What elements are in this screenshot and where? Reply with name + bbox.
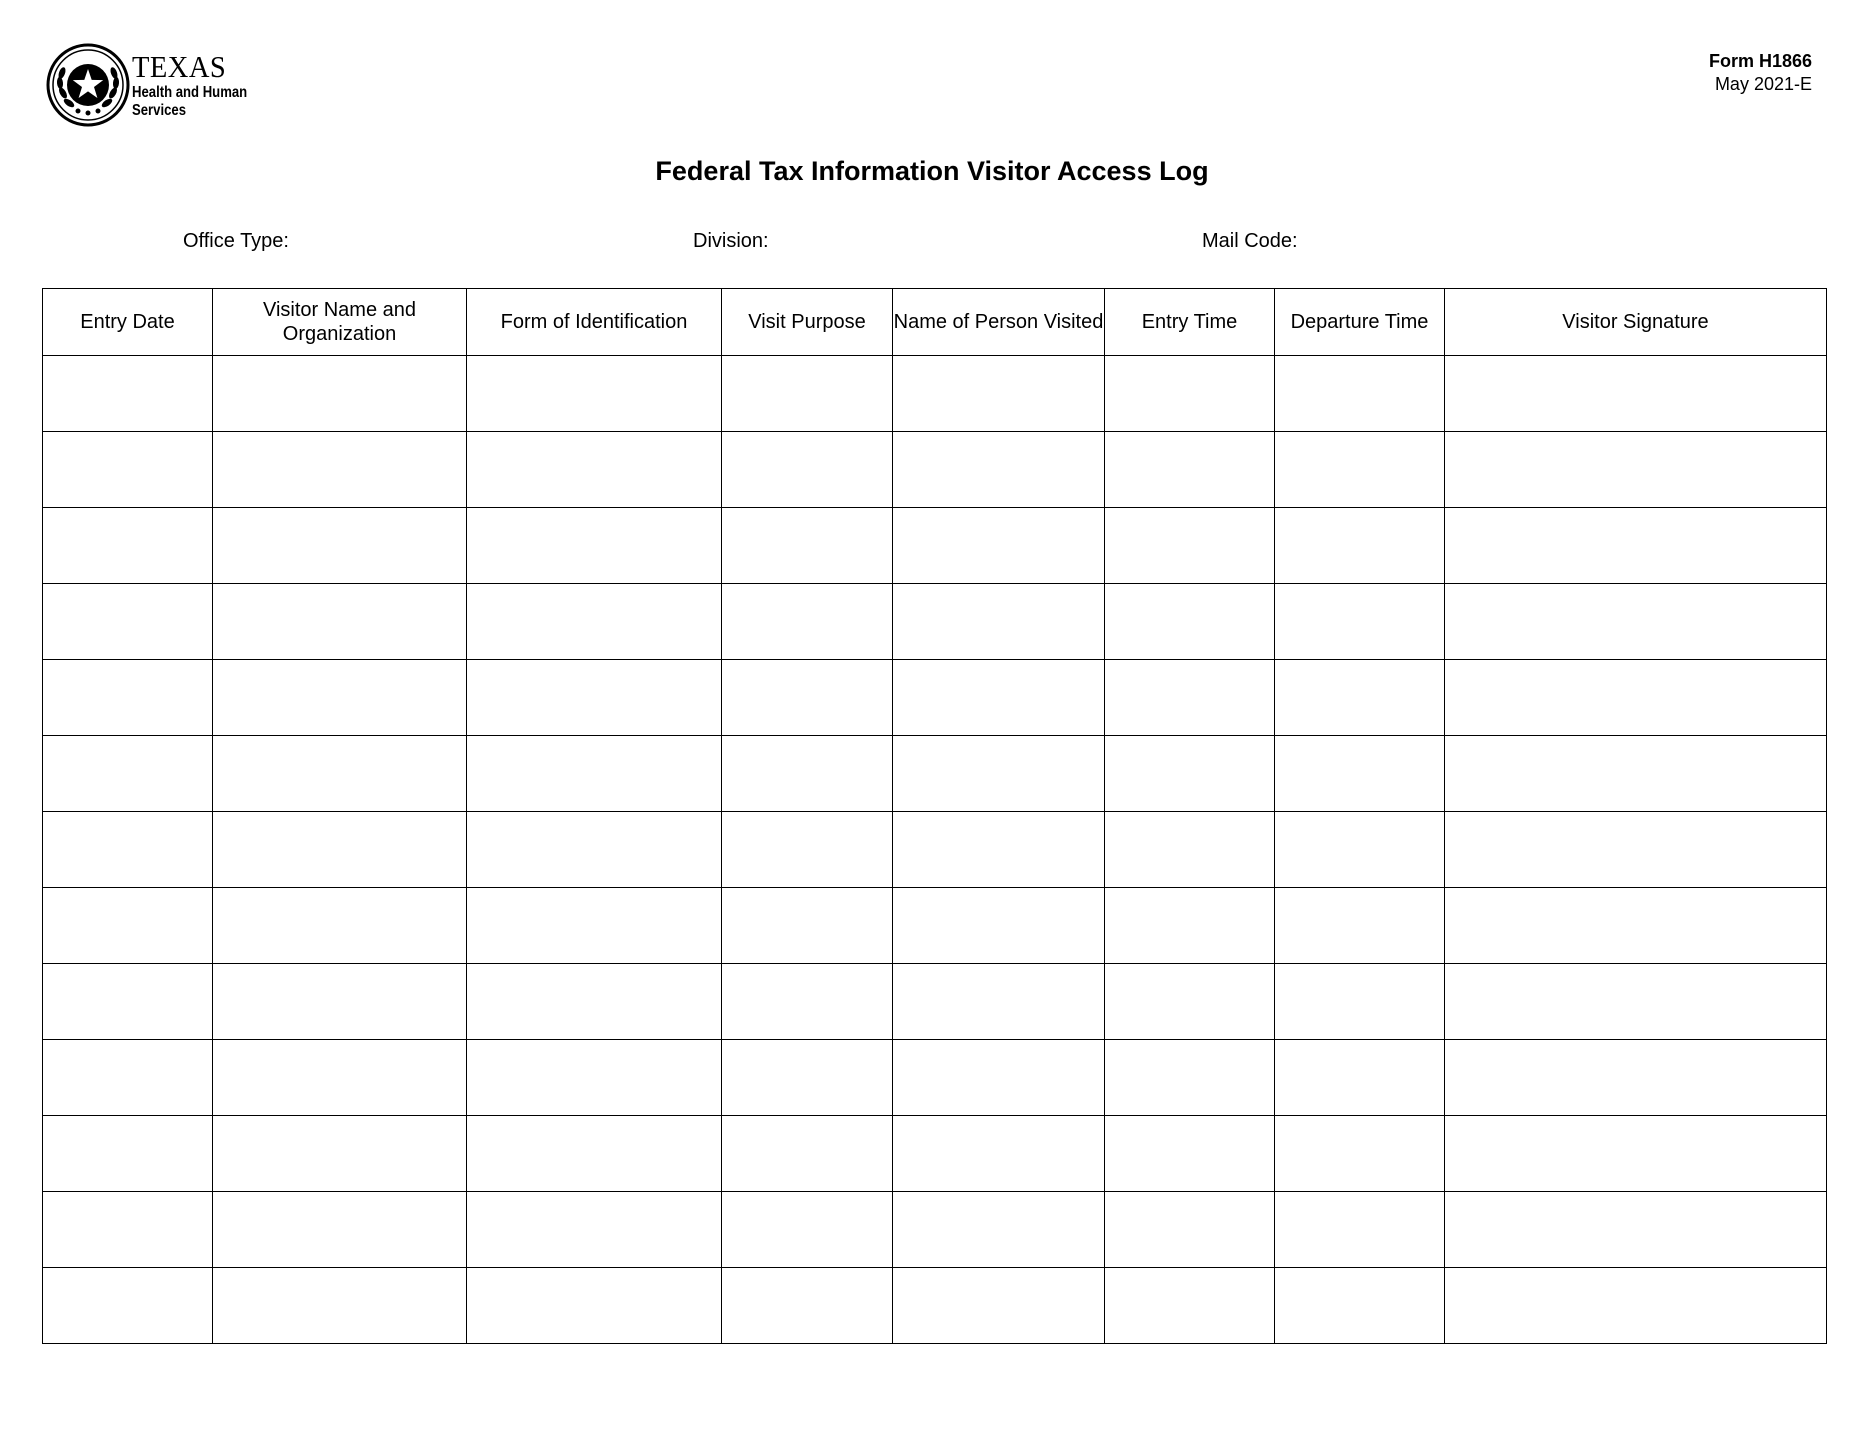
cell-departure-time[interactable] [1275,356,1445,432]
cell-entry-time[interactable] [1105,1192,1275,1268]
cell-identification[interactable] [467,1192,722,1268]
cell-entry-date[interactable] [43,1268,213,1344]
cell-visit-purpose[interactable] [722,964,893,1040]
column-header-visitor-signature: Visitor Signature [1445,289,1827,356]
cell-entry-time[interactable] [1105,1040,1275,1116]
cell-entry-time[interactable] [1105,508,1275,584]
cell-visitor-signature[interactable] [1445,660,1827,736]
cell-identification[interactable] [467,508,722,584]
division-field[interactable]: Division: [693,230,769,252]
logo-agency-text: Health and Human Services [132,83,248,119]
cell-identification[interactable] [467,736,722,812]
cell-visitor-name[interactable] [213,660,467,736]
cell-visitor-signature[interactable] [1445,812,1827,888]
visitor-log-body [43,356,1827,1344]
cell-departure-time[interactable] [1275,736,1445,812]
cell-visitor-signature[interactable] [1445,736,1827,812]
cell-visitor-name[interactable] [213,1268,467,1344]
cell-visit-purpose[interactable] [722,432,893,508]
cell-entry-date[interactable] [43,508,213,584]
cell-visit-purpose[interactable] [722,508,893,584]
office-type-field[interactable]: Office Type: [183,230,289,252]
form-number: Form H1866 [1708,51,1812,71]
cell-entry-date[interactable] [43,964,213,1040]
cell-entry-time[interactable] [1105,356,1275,432]
cell-departure-time[interactable] [1275,432,1445,508]
cell-visit-purpose[interactable] [722,1116,893,1192]
cell-entry-date[interactable] [43,1192,213,1268]
column-header-identification: Form of Identification [467,289,722,356]
cell-entry-date[interactable] [43,1116,213,1192]
cell-entry-date[interactable] [43,736,213,812]
header-fields [0,230,1864,256]
cell-person-visited[interactable] [893,660,1105,736]
cell-identification[interactable] [467,584,722,660]
cell-visitor-name[interactable] [213,812,467,888]
cell-identification[interactable] [467,964,722,1040]
table-row [43,1268,1827,1344]
table-row [43,660,1827,736]
cell-visitor-signature[interactable] [1445,508,1827,584]
cell-visit-purpose[interactable] [722,584,893,660]
cell-visitor-name[interactable] [213,508,467,584]
cell-visitor-name[interactable] [213,432,467,508]
page-title: Federal Tax Information Visitor Access Log [655,156,1209,186]
cell-visit-purpose[interactable] [722,356,893,432]
cell-departure-time[interactable] [1275,660,1445,736]
cell-visitor-signature[interactable] [1445,1268,1827,1344]
form-revision-date: May 2021-E [1714,74,1812,94]
cell-departure-time[interactable] [1275,508,1445,584]
cell-departure-time[interactable] [1275,1192,1445,1268]
table-row [43,432,1827,508]
cell-entry-time[interactable] [1105,812,1275,888]
form-identifier [1709,50,1812,96]
cell-visitor-name[interactable] [213,888,467,964]
cell-visitor-signature[interactable] [1445,356,1827,432]
cell-visitor-name[interactable] [213,964,467,1040]
table-row [43,356,1827,432]
column-header-visit-purpose: Visit Purpose [722,289,893,356]
cell-identification[interactable] [467,1116,722,1192]
cell-person-visited[interactable] [893,964,1105,1040]
cell-visitor-signature[interactable] [1445,1192,1827,1268]
cell-identification[interactable] [467,356,722,432]
table-row [43,964,1827,1040]
cell-visit-purpose[interactable] [722,736,893,812]
cell-visitor-name[interactable] [213,1116,467,1192]
cell-person-visited[interactable] [893,888,1105,964]
visitor-log-table [42,288,1827,1344]
cell-visit-purpose[interactable] [722,1040,893,1116]
cell-visitor-name[interactable] [213,1192,467,1268]
cell-identification[interactable] [467,1040,722,1116]
cell-entry-time[interactable] [1105,888,1275,964]
table-row [43,584,1827,660]
cell-visitor-signature[interactable] [1445,432,1827,508]
cell-departure-time[interactable] [1275,584,1445,660]
cell-entry-time[interactable] [1105,584,1275,660]
cell-visitor-signature[interactable] [1445,1040,1827,1116]
cell-visitor-signature[interactable] [1445,964,1827,1040]
cell-visitor-name[interactable] [213,356,467,432]
cell-visit-purpose[interactable] [722,1268,893,1344]
table-row [43,888,1827,964]
table-row [43,1192,1827,1268]
cell-visitor-signature[interactable] [1445,584,1827,660]
cell-entry-time[interactable] [1105,1116,1275,1192]
table-row [43,1040,1827,1116]
cell-departure-time[interactable] [1275,964,1445,1040]
cell-entry-date[interactable] [43,660,213,736]
cell-person-visited[interactable] [893,584,1105,660]
cell-person-visited[interactable] [893,1116,1105,1192]
column-header-entry-date: Entry Date [43,289,213,356]
cell-entry-time[interactable] [1105,736,1275,812]
cell-person-visited[interactable] [893,1040,1105,1116]
table-row [43,736,1827,812]
cell-departure-time[interactable] [1275,1040,1445,1116]
cell-departure-time[interactable] [1275,812,1445,888]
cell-entry-date[interactable] [43,584,213,660]
cell-person-visited[interactable] [893,736,1105,812]
cell-visitor-name[interactable] [213,1040,467,1116]
cell-identification[interactable] [467,888,722,964]
cell-identification[interactable] [467,1268,722,1344]
hhs-logo [46,42,282,128]
cell-entry-time[interactable] [1105,1268,1275,1344]
cell-visit-purpose[interactable] [722,660,893,736]
cell-visit-purpose[interactable] [722,1192,893,1268]
cell-person-visited[interactable] [893,1268,1105,1344]
cell-visitor-signature[interactable] [1445,1116,1827,1192]
column-header-entry-time: Entry Time [1105,289,1275,356]
cell-person-visited[interactable] [893,432,1105,508]
cell-person-visited[interactable] [893,812,1105,888]
cell-identification[interactable] [467,812,722,888]
logo-state-text: TEXAS [132,48,227,84]
column-header-person-visited: Name of Person Visited [893,289,1105,356]
cell-visit-purpose[interactable] [722,812,893,888]
cell-entry-time[interactable] [1105,964,1275,1040]
cell-visit-purpose[interactable] [722,888,893,964]
column-header-visitor-name: Visitor Name and Organization [213,289,467,356]
cell-entry-date[interactable] [43,432,213,508]
cell-entry-date[interactable] [43,888,213,964]
cell-entry-date[interactable] [43,812,213,888]
mail-code-field[interactable]: Mail Code: [1202,230,1298,252]
cell-identification[interactable] [467,660,722,736]
cell-departure-time[interactable] [1275,888,1445,964]
table-row [43,1116,1827,1192]
table-row [43,812,1827,888]
cell-visitor-signature[interactable] [1445,888,1827,964]
cell-person-visited[interactable] [893,1192,1105,1268]
cell-visitor-name[interactable] [213,584,467,660]
cell-departure-time[interactable] [1275,1116,1445,1192]
column-header-departure-time: Departure Time [1275,289,1445,356]
table-row [43,508,1827,584]
cell-visitor-name[interactable] [213,736,467,812]
texas-seal-icon [46,43,130,127]
cell-identification[interactable] [467,432,722,508]
table-header-row [43,289,1827,356]
cell-entry-time[interactable] [1105,432,1275,508]
cell-entry-time[interactable] [1105,660,1275,736]
cell-person-visited[interactable] [893,508,1105,584]
cell-entry-date[interactable] [43,356,213,432]
cell-person-visited[interactable] [893,356,1105,432]
cell-departure-time[interactable] [1275,1268,1445,1344]
cell-entry-date[interactable] [43,1040,213,1116]
